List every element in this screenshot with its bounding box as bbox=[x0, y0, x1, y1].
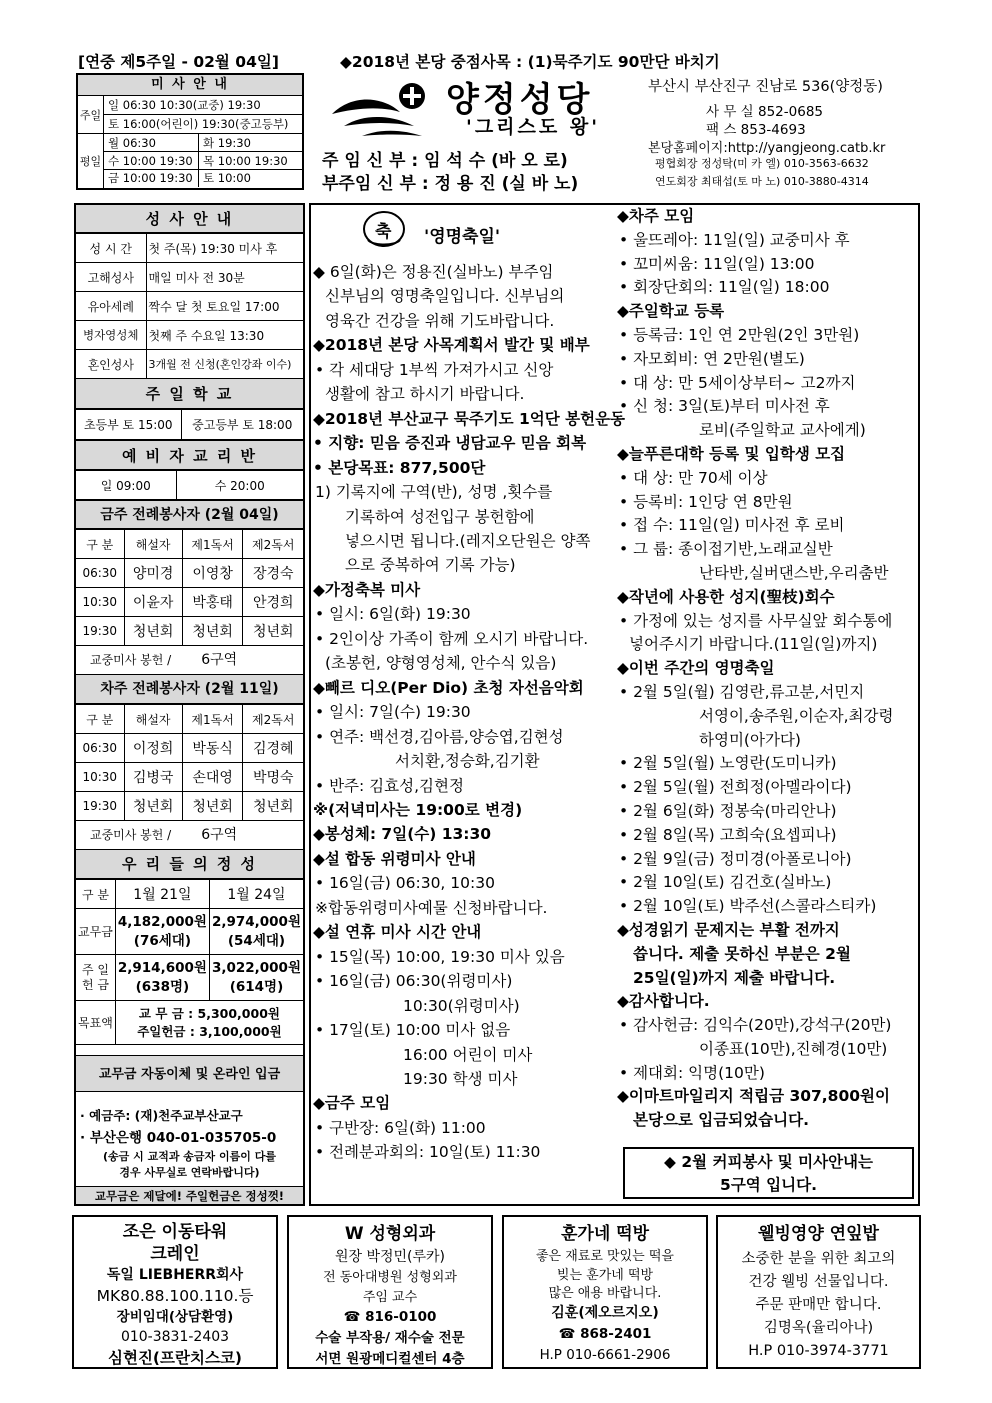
sunday-amount: 2,914,600원 bbox=[117, 959, 207, 976]
servers-next-title: 차주 전례봉사자 (2월 11일) bbox=[76, 675, 303, 704]
cell: 청년회 bbox=[243, 792, 303, 821]
col-header: 구 분 bbox=[76, 530, 124, 559]
right-line: • 가정에 있는 성지를 사무실앞 회수통에 bbox=[619, 611, 893, 630]
cell: 이정희 bbox=[124, 734, 182, 763]
middle-line: 19:30 학생 미사 bbox=[403, 1069, 518, 1088]
middle-line: 넣으시면 됩니다.(레지오단원은 양쪽 bbox=[345, 531, 591, 550]
notice-line: ◆ 2월 커피봉사 및 미사안내는 bbox=[664, 1153, 873, 1171]
ad-title: 조은 이동타워 bbox=[122, 1222, 228, 1242]
right-line: 하영미(아가다) bbox=[699, 730, 801, 749]
pastoral-motto: ◆2018년 본당 중점사목 : (1)묵주기도 90만단 바치기 bbox=[340, 53, 720, 71]
middle-line: 10:30(위령미사) bbox=[403, 996, 520, 1015]
right-line: • 2월 10일(토) 김건호(실바노) bbox=[619, 873, 832, 892]
right-line: • 2월 5일(월) 김영란,류고분,서민지 bbox=[619, 682, 865, 701]
right-line: ◆작년에 사용한 성지(聖枝)회수 bbox=[617, 587, 835, 606]
sacrament-name: 병자영성체 bbox=[76, 321, 146, 350]
sunday-mass-1: 일 06:30 10:30(교중) 19:30 bbox=[104, 96, 302, 115]
ad-line: 주문 판매만 합니다. bbox=[755, 1297, 882, 1313]
middle-line: ※합동위령미사예물 신청바랍니다. bbox=[315, 898, 548, 917]
sunday-school-elementary: 초등부 토 15:00 bbox=[76, 410, 181, 440]
middle-line: ◆빼르 디오(Per Dio) 초청 자선음악회 bbox=[313, 678, 584, 697]
sacrament-time: 짝수 달 첫 토요일 17:00 bbox=[146, 292, 303, 321]
ad-title: 웰빙영양 연잎밥 bbox=[758, 1224, 879, 1244]
middle-line: 영육간 건강을 위해 기도바랍니다. bbox=[325, 311, 555, 330]
cell: 19:30 bbox=[76, 792, 124, 821]
cell: 10:30 bbox=[76, 588, 124, 617]
ad-contact: 심현진(프란치스코) bbox=[108, 1349, 242, 1367]
bank-note: (송금 시 교적과 송금자 이름이 다를 bbox=[103, 1150, 276, 1163]
right-line: • 2월 10일(토) 박주선(스콜라스티카) bbox=[619, 897, 877, 916]
right-line: • 등록금: 1인 연 2만원(2인 3만원) bbox=[619, 325, 860, 344]
right-line: 씁니다. 제출 못하신 부분은 2월 bbox=[633, 944, 851, 963]
ad-phone: 010-3831-2403 bbox=[120, 1329, 230, 1345]
ad-title: W 성형외과 bbox=[344, 1224, 436, 1244]
middle-line: ◆가정축복 미사 bbox=[313, 580, 421, 599]
right-line: 본당으로 입금되었습니다. bbox=[633, 1111, 809, 1130]
bank-footer: 교무금은 제달에! 주일헌금은 정성껏! bbox=[76, 1186, 303, 1204]
mass-title: 미 사 안 내 bbox=[78, 75, 302, 96]
table-row bbox=[76, 617, 303, 646]
col-header: 제2독서 bbox=[243, 530, 303, 559]
right-line: 25일(일)까지 제출 바랍니다. bbox=[633, 968, 836, 987]
middle-line: • 본당목표: 877,500단 bbox=[313, 458, 486, 477]
right-line: • 울뜨레아: 11일(일) 교중미사 후 bbox=[619, 230, 850, 249]
weekday-mass: 화 19:30 bbox=[203, 136, 251, 150]
cell: 이윤자 bbox=[124, 588, 182, 617]
middle-line: • 15일(목) 10:00, 19:30 미사 있음 bbox=[315, 947, 565, 966]
middle-line: • 반주: 김효성,김현정 bbox=[315, 776, 464, 795]
right-line: 넣어주시기 바랍니다.(11일(일)까지) bbox=[629, 635, 878, 654]
left-column bbox=[74, 203, 305, 1206]
parish-name: 양정성당 bbox=[446, 80, 594, 120]
right-line: • 회장단회의: 11일(일) 18:00 bbox=[619, 278, 830, 297]
pastor-name: 주 임 신 부 : 임 석 수 (바 오 로) bbox=[322, 151, 568, 171]
ad-line: 독일 LIEBHERR회사 bbox=[106, 1267, 244, 1283]
ad-line: 빚는 훈가네 떡방 bbox=[556, 1268, 654, 1283]
cell: 김병국 bbox=[124, 763, 182, 792]
bank-note: 경우 사무실로 연락바랍니다) bbox=[119, 1166, 260, 1179]
right-line: ◆차주 모임 bbox=[617, 207, 695, 225]
bank-title: 교무금 자동이체 및 온라인 입금 bbox=[76, 1055, 303, 1092]
ad-line: MK80.88.100.110.등 bbox=[96, 1287, 254, 1305]
middle-line: • 17일(토) 10:00 미사 없음 bbox=[315, 1021, 511, 1040]
offer-value: 6구역 bbox=[201, 827, 238, 843]
cell: 청년회 bbox=[182, 792, 243, 821]
sunday-people: (614명) bbox=[229, 978, 284, 995]
right-line: 서영이,송주원,이순자,최강령 bbox=[699, 706, 894, 725]
offerings-table bbox=[76, 879, 303, 1045]
middle-line: ◆설 합동 위령미사 안내 bbox=[313, 849, 476, 868]
cell: 안경희 bbox=[243, 588, 303, 617]
assistant-pastor-name: 부주임 신 부 : 정 용 진 (실 바 노) bbox=[322, 174, 579, 194]
feast-title: '영명축일' bbox=[424, 227, 501, 247]
homepage-link[interactable]: 본당홈페이지:http://yangjeong.catb.kr bbox=[648, 141, 886, 156]
sunday-mass-2: 토 16:00(어린이) 19:30(중고등부) bbox=[108, 117, 289, 131]
right-line: • 감사헌금: 김익수(20만),강석구(20만) bbox=[619, 1016, 892, 1035]
parish-address: 부산시 부산진구 진남로 536(양정동) bbox=[648, 79, 883, 95]
sacrament-time: 매일 미사 전 30분 bbox=[146, 263, 303, 292]
cell: 김경혜 bbox=[243, 734, 303, 763]
table-row bbox=[76, 559, 303, 588]
council-president: 평협회장 정성탁(미 카 엘) 010-3563-6632 bbox=[655, 157, 869, 170]
right-line: • 제대회: 익명(10만) bbox=[619, 1063, 765, 1082]
tithe-amount: 2,974,000원 bbox=[211, 913, 301, 930]
middle-line: • 2인이상 가족이 함께 오시기 바랍니다. bbox=[315, 629, 589, 648]
ad-clinic bbox=[287, 1215, 493, 1369]
tithe-label: 교무금 bbox=[76, 909, 115, 955]
middle-line: 서치환,정승화,김기환 bbox=[395, 752, 540, 771]
ad-title: 크레인 bbox=[150, 1244, 200, 1264]
ad-line: 주임 교수 bbox=[362, 1290, 418, 1305]
mass-schedule bbox=[76, 73, 304, 190]
col-header: 해설자 bbox=[124, 530, 182, 559]
ad-line: 건강 웰빙 선물입니다. bbox=[748, 1274, 889, 1290]
weekday-mass: 금 10:00 19:30 bbox=[104, 170, 199, 187]
ad-phone: ☎ 816-0100 bbox=[343, 1309, 437, 1325]
parish-subtitle: '그리스도 왕' bbox=[466, 116, 601, 138]
cell: 손대영 bbox=[182, 763, 243, 792]
middle-line: (초봉헌, 양형영성체, 안수식 있음) bbox=[325, 654, 557, 673]
weekday-mass: 월 06:30 bbox=[104, 134, 199, 151]
fax-number: 팩 스 853-4693 bbox=[706, 122, 806, 138]
tithe-households: (54세대) bbox=[227, 932, 286, 949]
right-line: ◆성경읽기 문제지는 부활 전까지 bbox=[617, 920, 840, 939]
ad-line: 많은 애용 바랍니다. bbox=[548, 1286, 662, 1301]
offer-label: 교중미사 봉헌 / bbox=[90, 653, 172, 667]
weekday-mass: 토 10:00 bbox=[203, 171, 251, 185]
weekday-mass: 수 10:00 19:30 bbox=[104, 152, 199, 169]
col-header: 1월 21일 bbox=[115, 880, 209, 909]
ad-title: 훈가네 떡방 bbox=[560, 1224, 650, 1244]
col-header: 제1독서 bbox=[182, 530, 243, 559]
right-line: • 2월 9일(금) 정미경(아폴로니아) bbox=[619, 849, 852, 868]
ad-phone: H.P 010-6661-2906 bbox=[539, 1347, 671, 1363]
notice-line: 5구역 입니다. bbox=[720, 1176, 817, 1194]
col-header: 제1독서 bbox=[182, 705, 243, 734]
ad-line: 서면 원광메디컬센터 4층 bbox=[315, 1351, 465, 1367]
sacrament-name: 성 시 간 bbox=[76, 234, 146, 263]
cell: 06:30 bbox=[76, 559, 124, 588]
right-line: ◆늘푸른대학 등록 및 입학생 모집 bbox=[617, 444, 846, 463]
bank-info bbox=[76, 1055, 303, 1188]
right-line: • 2월 5일(월) 전희정(아멜라이다) bbox=[619, 778, 852, 797]
col-header: 해설자 bbox=[124, 705, 182, 734]
ad-line: 전 동아대병원 성형외과 bbox=[323, 1270, 457, 1285]
sacrament-name: 고해성사 bbox=[76, 263, 146, 292]
offer-label: 교중미사 봉헌 / bbox=[90, 828, 172, 842]
col-header: 제2독서 bbox=[243, 705, 303, 734]
sunday-label: 주일 bbox=[78, 96, 104, 133]
table-row bbox=[76, 734, 303, 763]
cell: 청년회 bbox=[243, 617, 303, 646]
goal-tithe: 교 무 금 : 5,300,000원 bbox=[138, 1005, 280, 1021]
sacraments-title: 성 사 안 내 bbox=[76, 205, 303, 233]
cell: 19:30 bbox=[76, 617, 124, 646]
middle-line: 1) 기록지에 구역(반), 성명 ,횟수를 bbox=[315, 483, 553, 502]
sunday-offering-label: 주 일 헌 금 bbox=[76, 955, 115, 1001]
right-line: ◆주일학교 등록 bbox=[617, 302, 725, 321]
offer-value: 6구역 bbox=[201, 652, 238, 668]
middle-line: • 16일(금) 06:30(위령미사) bbox=[315, 972, 513, 991]
catechumen-title: 예 비 자 교 리 반 bbox=[76, 440, 303, 470]
sacraments-table bbox=[76, 233, 303, 379]
servers-next-table bbox=[76, 704, 303, 821]
middle-line: • 일시: 7일(수) 19:30 bbox=[315, 703, 471, 722]
sunday-school-title: 주 일 학 교 bbox=[76, 379, 303, 409]
feast-badge-text: 축 bbox=[375, 222, 392, 242]
right-line: • 대 상: 만 5세이상부터~ 고2까지 bbox=[619, 373, 856, 392]
middle-line: ◆ 6일(화)은 정용진(실바노) 부주임 bbox=[313, 263, 554, 281]
right-line: • 2월 8일(목) 고희숙(요셉피나) bbox=[619, 825, 837, 844]
table-row bbox=[76, 763, 303, 792]
cell: 박동식 bbox=[182, 734, 243, 763]
middle-line: • 16일(금) 06:30, 10:30 bbox=[315, 874, 495, 893]
middle-line: ※(저녁미사는 19:00로 변경) bbox=[313, 800, 523, 819]
middle-column bbox=[313, 260, 626, 1165]
middle-line: ◆2018년 본당 사목계획서 발간 및 배부 bbox=[313, 336, 590, 355]
middle-line: ◆2018년 부산교구 묵주기도 1억단 봉헌운동 bbox=[313, 409, 626, 428]
tithe-households: (76세대) bbox=[133, 932, 192, 949]
offerings-title: 우 리 들 의 정 성 bbox=[76, 850, 303, 879]
goal-label: 목표액 bbox=[76, 1001, 115, 1045]
catechumen-sunday: 일 09:00 bbox=[76, 471, 176, 500]
middle-line: • 연주: 백선경,김아름,양승엽,김현성 bbox=[315, 727, 564, 746]
middle-line: • 전례분과회의: 10일(토) 11:30 bbox=[315, 1143, 541, 1162]
right-line: • 등록비: 1인당 연 8만원 bbox=[619, 492, 793, 511]
bank-holder: · 예금주: (재)천주교부산교구 bbox=[80, 1108, 243, 1123]
right-line: • 2월 6일(화) 정봉숙(마리안나) bbox=[619, 801, 837, 820]
ad-contact: 김명옥(율리아나) bbox=[763, 1320, 874, 1336]
ad-phone: ☎ 868-2401 bbox=[558, 1326, 652, 1342]
sacrament-time: 첫 주(목) 19:30 미사 후 bbox=[146, 234, 303, 263]
col-header: 구 분 bbox=[76, 705, 124, 734]
right-line: • 2월 5일(월) 노영란(도미니카) bbox=[619, 754, 837, 773]
ad-phone: H.P 010-3974-3771 bbox=[748, 1343, 889, 1359]
servers-this-title: 금주 전례봉사자 (2월 04일) bbox=[76, 500, 303, 529]
ad-contact: 김훈(제오르지오) bbox=[551, 1305, 659, 1321]
right-line: ◆감사합니다. bbox=[617, 992, 710, 1011]
middle-line: 신부님의 영명축일입니다. 신부님의 bbox=[325, 287, 565, 306]
goal-sunday: 주일헌금 : 3,100,000원 bbox=[137, 1023, 282, 1039]
right-line: ◆이번 주간의 영명축일 bbox=[617, 659, 775, 678]
table-row bbox=[76, 588, 303, 617]
right-line: 로비(주일학교 교사에게) bbox=[699, 421, 866, 440]
cell: 박홍태 bbox=[182, 588, 243, 617]
middle-line: 으로 중복하여 기록 가능) bbox=[345, 556, 516, 575]
right-column bbox=[617, 205, 917, 1133]
tithe-amount: 4,182,000원 bbox=[117, 913, 207, 930]
right-line: • 접 수: 11일(일) 미사전 후 로비 bbox=[619, 516, 845, 535]
sacrament-time: 첫째 주 수요일 13:30 bbox=[146, 321, 303, 350]
sacrament-name: 혼인성사 bbox=[76, 350, 146, 379]
cell: 청년회 bbox=[124, 617, 182, 646]
sacrament-time: 3개월 전 신청(혼인강좌 이수) bbox=[146, 350, 303, 379]
ad-lotus-rice bbox=[716, 1215, 921, 1369]
week-title: [연중 제5주일 - 02월 04일] bbox=[78, 53, 279, 71]
middle-line: ◆설 연휴 미사 시간 안내 bbox=[313, 923, 482, 942]
col-header: 구 분 bbox=[76, 880, 115, 909]
right-line: ◆이마트마일리지 적립금 307,800원이 bbox=[617, 1087, 890, 1106]
right-line: 난타반,실버댄스반,우리춤반 bbox=[699, 563, 889, 582]
right-line: • 대 상: 만 70세 이상 bbox=[619, 468, 768, 487]
middle-line: • 일시: 6일(화) 19:30 bbox=[315, 605, 471, 624]
office-phone: 사 무 실 852-0685 bbox=[706, 104, 823, 120]
ad-line: 소중한 분을 위한 최고의 bbox=[741, 1251, 896, 1267]
cell: 장경숙 bbox=[243, 559, 303, 588]
middle-line: 생활에 참고 하시기 바랍니다. bbox=[325, 385, 525, 404]
ad-line: 원장 박정민(루카) bbox=[334, 1249, 446, 1265]
weekday-mass: 목 10:00 19:30 bbox=[203, 154, 288, 168]
sunday-school-middle: 중고등부 토 18:00 bbox=[181, 410, 303, 440]
middle-line: 기록하여 성전입구 봉헌함에 bbox=[345, 507, 535, 526]
ad-line: 수술 부작용/ 재수술 전문 bbox=[315, 1330, 465, 1346]
right-line: • 꼬미씨움: 11일(일) 13:00 bbox=[619, 254, 815, 273]
middle-line: ◆금주 모임 bbox=[313, 1094, 391, 1113]
weekday-label: 평일 bbox=[78, 134, 104, 188]
cell: 청년회 bbox=[182, 617, 243, 646]
cell: 청년회 bbox=[124, 792, 182, 821]
cell: 10:30 bbox=[76, 763, 124, 792]
cell: 양미경 bbox=[124, 559, 182, 588]
ad-line: 좋은 재료로 맛있는 떡을 bbox=[536, 1249, 674, 1264]
catechumen-wednesday: 수 20:00 bbox=[176, 471, 303, 500]
ad-line: 장비임대(상담환영) bbox=[116, 1309, 234, 1325]
bank-account: · 부산은행 040-01-035705-0 bbox=[80, 1130, 277, 1146]
middle-line: • 지향: 믿음 증진과 냉담교우 믿음 회복 bbox=[313, 434, 587, 453]
middle-line: • 구반장: 6일(화) 11:00 bbox=[315, 1118, 486, 1137]
right-line: 이종표(10만),진혜경(10만) bbox=[699, 1039, 888, 1058]
cell: 박명숙 bbox=[243, 763, 303, 792]
sacrament-name: 유아세례 bbox=[76, 292, 146, 321]
notice-box bbox=[623, 1147, 914, 1199]
right-line: • 그 룹: 종이접기반,노래교실반 bbox=[619, 540, 833, 559]
cell: 06:30 bbox=[76, 734, 124, 763]
cell: 이영창 bbox=[182, 559, 243, 588]
sunday-people: (638명) bbox=[135, 978, 190, 995]
parish-logo-icon bbox=[322, 76, 442, 144]
ad-rice-cake bbox=[502, 1215, 708, 1369]
middle-line: ◆봉성체: 7일(수) 13:30 bbox=[313, 825, 492, 844]
sunday-amount: 3,022,000원 bbox=[211, 959, 301, 976]
middle-line: 16:00 어린이 미사 bbox=[403, 1045, 533, 1064]
middle-line: • 각 세대당 1부씩 가져가시고 신앙 bbox=[315, 360, 554, 379]
table-row bbox=[76, 792, 303, 821]
right-line: • 신 청: 3일(토)부터 미사전 후 bbox=[619, 397, 830, 416]
col-header: 1월 24일 bbox=[209, 880, 303, 909]
ad-crane bbox=[72, 1215, 278, 1369]
council-yeondo: 연도회장 최태섭(토 마 노) 010-3880-4314 bbox=[655, 175, 869, 188]
right-line: • 자모회비: 연 2만원(별도) bbox=[619, 349, 805, 368]
servers-this-table bbox=[76, 529, 303, 646]
